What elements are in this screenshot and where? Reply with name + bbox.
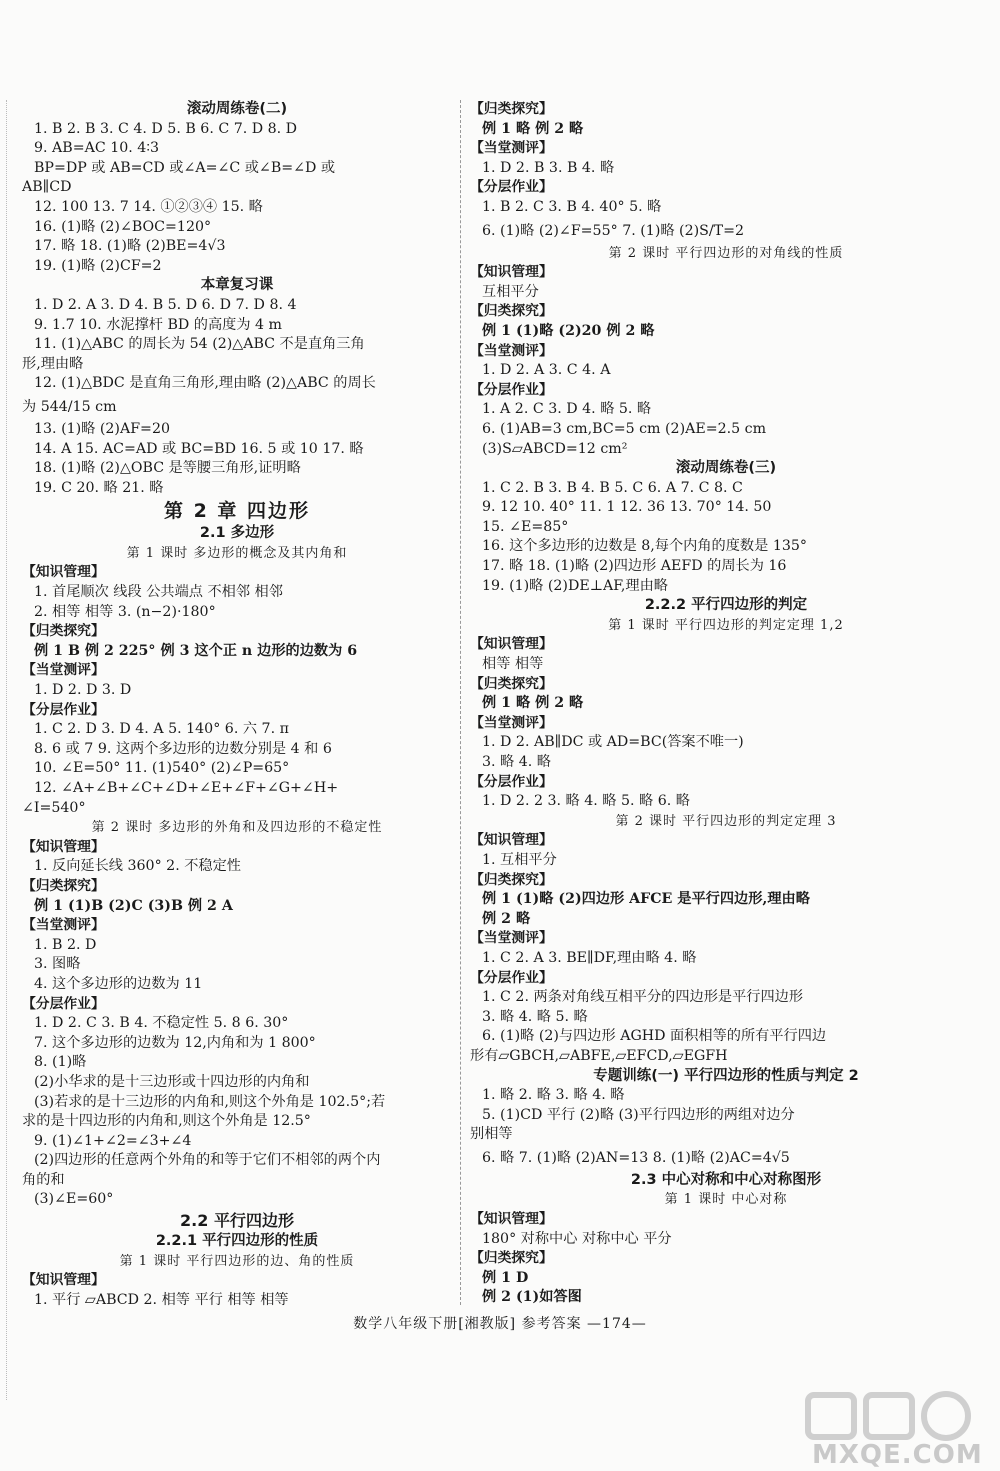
continuation-line: AB∥CD <box>22 179 72 196</box>
example-line: 例 1 B 例 2 225° 例 3 这个正 n 边形的边数为 6 <box>34 642 358 659</box>
example-line: 例 1 D <box>482 1269 529 1286</box>
category-tag: 【分层作业】 <box>22 995 105 1012</box>
continuation-line: 角的和 <box>22 1171 65 1188</box>
section-heading: 2.3 中心对称和中心对称图形 <box>630 1171 822 1188</box>
answer-line: 互相平分 <box>482 283 539 300</box>
answer-line: 12. 100 13. 7 14. ①②③④ 15. 略 <box>34 198 263 215</box>
answer-line: BP=DP 或 AB=CD 或∠A=∠C 或∠B=∠D 或 <box>34 159 336 176</box>
column-divider <box>460 100 461 1305</box>
answer-line: 1. D 2. 2 3. 略 4. 略 5. 略 6. 略 <box>482 793 690 810</box>
category-tag: 【归类探究】 <box>470 1250 553 1267</box>
answer-line: 9. 12 10. 40° 11. 1 12. 36 13. 70° 14. 50 <box>482 499 772 516</box>
category-tag: 【归类探究】 <box>22 877 105 894</box>
lesson-subheading: 第 1 课时 平行四边形的判定定理 1,2 <box>608 617 844 633</box>
category-tag: 【归类探究】 <box>470 101 553 117</box>
category-tag: 【分层作业】 <box>470 381 553 398</box>
answer-line: 6. 略 7. (1)略 (2)AN=13 8. (1)略 (2)AC=4√5 <box>482 1149 790 1166</box>
category-tag: 【知识管理】 <box>470 1211 553 1228</box>
answer-line: 1. B 2. B 3. C 4. D 5. B 6. C 7. D 8. D <box>34 120 298 137</box>
answer-line: 2. 相等 相等 3. (n−2)·180° <box>34 603 216 620</box>
section-heading: 滚动周练卷(二) <box>186 101 288 117</box>
answer-line: 11. (1)△ABC 的周长为 54 (2)△ABC 不是直角三角 <box>34 336 365 353</box>
category-tag: 【当堂测评】 <box>470 342 553 359</box>
category-tag: 【知识管理】 <box>470 832 553 849</box>
answer-line: 19. (1)略 (2)CF=2 <box>34 257 162 274</box>
answer-line: (2)小华求的是十三边形或十四边形的内角和 <box>34 1073 310 1090</box>
example-line: 例 1 (1)略 (2)四边形 AFCE 是平行四边形,理由略 <box>482 891 810 908</box>
answer-line: 1. 反向延长线 360° 2. 不稳定性 <box>34 858 241 875</box>
example-line: 例 1 (1)B (2)C (3)B 例 2 A <box>34 897 233 914</box>
category-tag: 【归类探究】 <box>470 303 553 320</box>
answer-line: 1. C 2. 两条对角线互相平分的四边形是平行四边形 <box>482 989 804 1006</box>
example-line: 例 2 略 <box>482 910 531 927</box>
category-tag: 【当堂测评】 <box>470 714 553 731</box>
section-heading: 2.1 多边形 <box>199 525 275 542</box>
lesson-subheading: 第 1 课时 中心对称 <box>664 1192 788 1208</box>
page-edge-line <box>6 100 7 1400</box>
continuation-line: 形,理由略 <box>22 355 84 372</box>
section-heading: 滚动周练卷(三) <box>675 460 777 477</box>
answer-line: 1. D 2. AB∥DC 或 AD=BC(答案不唯一) <box>482 734 744 751</box>
continuation-line: 形有▱GBCH,▱ABFE,▱EFCD,▱EGFH <box>470 1047 728 1064</box>
answer-line: 12. (1)△BDC 是直角三角形,理由略 (2)△ABC 的周长 <box>34 375 376 392</box>
answer-line: 1. D 2. A 3. D 4. B 5. D 6. D 7. D 8. 4 <box>34 296 297 313</box>
answer-line: (3)S▱ABCD=12 cm² <box>482 440 628 457</box>
answer-line: 1. A 2. C 3. D 4. 略 5. 略 <box>482 401 652 418</box>
section-heading: 本章复习课 <box>200 277 274 294</box>
answer-line: 14. A 15. AC=AD 或 BC=BD 16. 5 或 10 17. 略 <box>34 440 364 457</box>
example-line: 例 1 略 例 2 略 <box>482 695 584 712</box>
answer-line: (3)∠E=60° <box>34 1191 114 1208</box>
example-line: 例 1 略 例 2 略 <box>482 120 584 137</box>
answer-line: 1. 平行 ▱ABCD 2. 相等 平行 相等 相等 <box>34 1291 289 1308</box>
category-tag: 【分层作业】 <box>470 179 553 196</box>
answer-line: 9. (1)∠1+∠2=∠3+∠4 <box>34 1132 192 1149</box>
category-tag: 【知识管理】 <box>22 564 105 581</box>
example-line: 例 1 (1)略 (2)20 例 2 略 <box>482 322 655 339</box>
answer-line: 18. (1)略 (2)△OBC 是等腰三角形,证明略 <box>34 460 301 477</box>
category-tag: 【分层作业】 <box>470 969 553 986</box>
category-tag: 【当堂测评】 <box>470 930 553 947</box>
answer-line: 6. (1)略 (2)与四边形 AGHD 面积相等的所有平行四边 <box>482 1028 827 1045</box>
watermark-text: MXQE.COM <box>812 1440 983 1470</box>
answer-line: 19. C 20. 略 21. 略 <box>34 479 164 496</box>
answer-line: 3. 略 4. 略 <box>482 754 551 770</box>
category-tag: 【归类探究】 <box>470 675 553 692</box>
answer-line: 13. (1)略 (2)AF=20 <box>34 420 170 437</box>
category-tag: 【分层作业】 <box>470 773 553 790</box>
answer-line: 9. 1.7 10. 水泥撑杆 BD 的高度为 4 m <box>34 316 283 333</box>
continuation-line: ∠I=540° <box>22 799 86 816</box>
category-tag: 【归类探究】 <box>22 623 105 640</box>
answer-line: (2)四边形的任意两个外角的和等于它们不相邻的两个内 <box>34 1152 381 1169</box>
answer-line: 1. 首尾顺次 线段 公共端点 不相邻 相邻 <box>34 584 283 601</box>
answer-line: 3. 略 4. 略 5. 略 <box>482 1008 588 1025</box>
answer-line: 4. 这个多边形的边数为 11 <box>34 975 203 992</box>
continuation-line: 为 544/15 cm <box>22 398 117 415</box>
answer-line: 1. 略 2. 略 3. 略 4. 略 <box>482 1087 625 1104</box>
left-column <box>22 100 452 1310</box>
page-footer: 数学八年级下册[湘教版] 参考答案 —174— <box>353 1316 647 1332</box>
category-tag: 【知识管理】 <box>470 636 553 653</box>
continuation-line: 求的是十四边形的内角和,则这个外角是 12.5° <box>22 1113 311 1130</box>
answer-line: 1. C 2. A 3. BE∥DF,理由略 4. 略 <box>482 949 697 966</box>
category-tag: 【当堂测评】 <box>22 662 105 679</box>
answer-line: 1. C 2. B 3. B 4. B 5. C 6. A 7. C 8. C <box>482 479 743 496</box>
answer-line: 1. 互相平分 <box>482 851 557 868</box>
right-column <box>470 100 982 1308</box>
answer-line: 17. 略 18. (1)略 (2)BE=4√3 <box>34 238 226 255</box>
answer-line: 9. AB=AC 10. 4∶3 <box>34 140 160 157</box>
answer-line: 1. B 2. C 3. B 4. 40° 5. 略 <box>482 198 662 215</box>
answer-line: 15. ∠E=85° <box>482 518 569 535</box>
answer-line: 1. D 2. B 3. B 4. 略 <box>482 159 615 176</box>
answer-line: 5. (1)CD 平行 (2)略 (3)平行四边形的两组对边分 <box>482 1106 795 1123</box>
lesson-subheading: 第 2 课时 平行四边形的对角线的性质 <box>608 245 844 261</box>
answer-line: 6. (1)略 (2)∠F=55° 7. (1)略 (2)S/T=2 <box>482 222 745 239</box>
lesson-subheading: 第 2 课时 平行四边形的判定定理 3 <box>615 813 837 829</box>
section-title: 2.2 平行四边形 <box>180 1211 294 1231</box>
answer-line: 1. D 2. A 3. C 4. A <box>482 362 611 379</box>
answer-line: (3)若求的是十三边形的内角和,则这个外角是 102.5°;若 <box>34 1093 386 1110</box>
answer-line: 10. ∠E=50° 11. (1)540° (2)∠P=65° <box>34 760 290 777</box>
answer-line: 12. ∠A+∠B+∠C+∠D+∠E+∠F+∠G+∠H+ <box>34 780 339 796</box>
answer-line: 1. D 2. D 3. D <box>34 682 132 699</box>
answer-line: 8. 6 或 7 9. 这两个多边形的边数分别是 4 和 6 <box>34 740 332 757</box>
answer-line: 1. B 2. D <box>34 936 97 953</box>
category-tag: 【当堂测评】 <box>470 140 553 157</box>
answer-line: 16. 这个多边形的边数是 8,每个内角的度数是 135° <box>482 538 807 555</box>
category-tag: 【知识管理】 <box>22 838 105 855</box>
category-tag: 【知识管理】 <box>470 264 553 281</box>
answer-line: 19. (1)略 (2)DE⊥AF,理由略 <box>482 577 668 594</box>
answer-line: 8. (1)略 <box>34 1054 87 1071</box>
category-tag: 【分层作业】 <box>22 701 105 718</box>
section-heading: 2.2.1 平行四边形的性质 <box>155 1233 319 1250</box>
continuation-line: 别相等 <box>470 1126 513 1143</box>
answer-line: 6. (1)AB=3 cm,BC=5 cm (2)AE=2.5 cm <box>482 420 767 437</box>
category-tag: 【归类探究】 <box>470 871 553 888</box>
answer-line: 16. (1)略 (2)∠BOC=120° <box>34 218 212 235</box>
example-line: 例 2 (1)如答图 <box>482 1289 582 1306</box>
answer-line: 17. 略 18. (1)略 (2)四边形 AEFD 的周长为 16 <box>482 558 787 575</box>
lesson-subheading: 第 1 课时 平行四边形的边、角的性质 <box>119 1253 355 1269</box>
answer-line: 相等 相等 <box>482 656 544 673</box>
chapter-title: 第 2 章 四边形 <box>163 500 311 523</box>
answer-line: 7. 这个多边形的边数为 12,内角和为 1 800° <box>34 1034 316 1051</box>
category-tag: 【知识管理】 <box>22 1272 105 1289</box>
lesson-subheading: 第 1 课时 多边形的概念及其内角和 <box>126 545 348 561</box>
lesson-subheading: 第 2 课时 多边形的外角和及四边形的不稳定性 <box>91 820 383 836</box>
answer-line: 1. C 2. D 3. D 4. A 5. 140° 6. 六 7. π <box>34 721 289 738</box>
answer-line: 1. D 2. C 3. B 4. 不稳定性 5. 8 6. 30° <box>34 1015 289 1032</box>
answer-line: 180° 对称中心 对称中心 平分 <box>482 1230 672 1247</box>
section-heading: 2.2.2 平行四边形的判定 <box>644 597 808 614</box>
section-heading: 专题训练(一) 平行四边形的性质与判定 2 <box>593 1067 859 1084</box>
answer-line: 3. 图略 <box>34 956 81 973</box>
category-tag: 【当堂测评】 <box>22 917 105 934</box>
